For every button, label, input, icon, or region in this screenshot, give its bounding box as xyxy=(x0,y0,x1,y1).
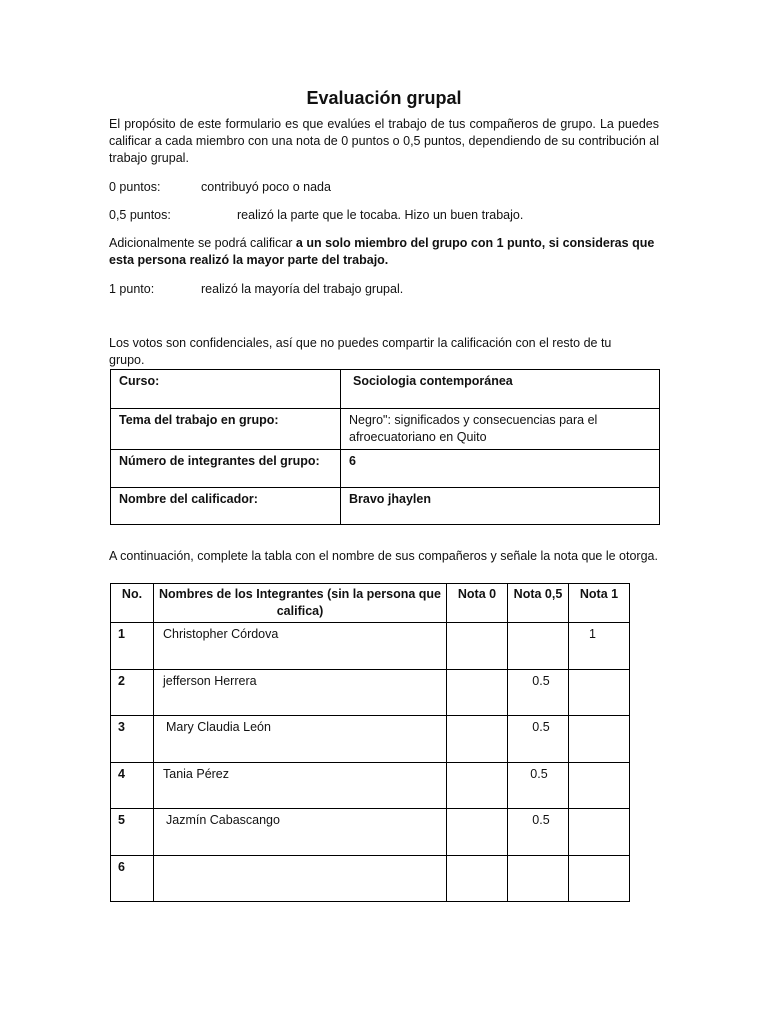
info-value: Sociologia contemporánea xyxy=(341,370,660,409)
table-row xyxy=(111,670,630,716)
row-number: 6 xyxy=(111,856,154,902)
header-names: Nombres de los Integrantes (sin la persona que califica) xyxy=(154,584,447,623)
info-label: Nombre del calificador: xyxy=(111,488,341,525)
nota-0-cell[interactable] xyxy=(447,716,508,763)
additional-text: Adicionalmente se podrá calificar xyxy=(109,236,296,250)
table-row xyxy=(111,856,630,902)
nota-05-cell[interactable] xyxy=(508,623,569,670)
member-name: Tania Pérez xyxy=(154,763,447,809)
document-title: Evaluación grupal xyxy=(306,88,462,108)
info-label: Tema del trabajo en grupo: xyxy=(111,409,341,450)
definition-desc: contribuyó poco o nada xyxy=(201,180,331,194)
instruction-paragraph: A continuación, complete la tabla con el nombre de sus compañeros y señale la nota que le otorga. xyxy=(109,549,658,563)
info-value: 6 xyxy=(341,450,660,488)
info-row xyxy=(111,450,660,488)
info-row xyxy=(111,409,660,450)
header-nota-1: Nota 1 xyxy=(569,584,630,623)
info-label: Curso: xyxy=(111,370,341,409)
table-row xyxy=(111,716,630,763)
table-row xyxy=(111,809,630,856)
nota-1-cell[interactable] xyxy=(569,856,630,902)
info-label: Número de integrantes del grupo: xyxy=(111,450,341,488)
definition-desc: realizó la mayoría del trabajo grupal. xyxy=(201,282,404,296)
confidential-note: Los votos son confidenciales, así que no puedes compartir la calificación con el resto de tu grupo. xyxy=(109,336,612,367)
definition-desc: realizó la parte que le tocaba. Hizo un buen trabajo. xyxy=(237,208,524,222)
header-no: No. xyxy=(111,584,154,623)
table-row xyxy=(111,623,630,670)
nota-0-cell[interactable] xyxy=(447,763,508,809)
nota-05-cell[interactable]: 0.5 xyxy=(508,670,569,716)
row-number: 5 xyxy=(111,809,154,856)
nota-05-cell[interactable]: 0.5 xyxy=(508,809,569,856)
nota-05-cell[interactable] xyxy=(508,856,569,902)
member-name: jefferson Herrera xyxy=(154,670,447,716)
definition-term: 1 punto: xyxy=(109,282,155,296)
row-number: 4 xyxy=(111,763,154,809)
info-row xyxy=(111,370,660,409)
nota-1-cell[interactable] xyxy=(569,716,630,763)
info-row xyxy=(111,488,660,525)
nota-1-cell[interactable] xyxy=(569,670,630,716)
nota-05-cell[interactable]: 0.5 xyxy=(508,763,569,809)
definition-term: 0,5 puntos: xyxy=(109,208,171,222)
info-table xyxy=(110,369,660,525)
info-value: Negro": significados y consecuencias para el afroecuatoriano en Quito xyxy=(341,409,660,450)
nota-0-cell[interactable] xyxy=(447,809,508,856)
row-number: 3 xyxy=(111,716,154,763)
nota-1-cell[interactable]: 1 xyxy=(569,623,630,670)
row-number: 1 xyxy=(111,623,154,670)
definition-term: 0 puntos: xyxy=(109,180,161,194)
intro-paragraph: El propósito de este formulario es que evalúes el trabajo de tus compañeros de grupo. La puedes calificar a cada miembro con una nota de 0 puntos o 0,5 puntos, dependiendo de su contribución al trabajo grupal. xyxy=(109,117,659,165)
nota-1-cell[interactable] xyxy=(569,809,630,856)
additional-paragraph xyxy=(109,235,659,269)
header-nota-05: Nota 0,5 xyxy=(508,584,569,623)
row-number: 2 xyxy=(111,670,154,716)
grades-header-row xyxy=(111,584,630,623)
member-name: Mary Claudia León xyxy=(154,716,447,763)
grades-table xyxy=(110,583,630,902)
nota-0-cell[interactable] xyxy=(447,670,508,716)
nota-05-cell[interactable]: 0.5 xyxy=(508,716,569,763)
member-name: Jazmín Cabascango xyxy=(154,809,447,856)
member-name[interactable] xyxy=(154,856,447,902)
nota-0-cell[interactable] xyxy=(447,856,508,902)
header-nota-0: Nota 0 xyxy=(447,584,508,623)
table-row xyxy=(111,763,630,809)
info-value: Bravo jhaylen xyxy=(341,488,660,525)
member-name: Christopher Córdova xyxy=(154,623,447,670)
additional-bold-text: a un solo miembro del grupo con 1 punto, si consideras que esta persona realizó la mayor parte del trabajo. xyxy=(109,236,655,267)
nota-0-cell[interactable] xyxy=(447,623,508,670)
nota-1-cell[interactable] xyxy=(569,763,630,809)
